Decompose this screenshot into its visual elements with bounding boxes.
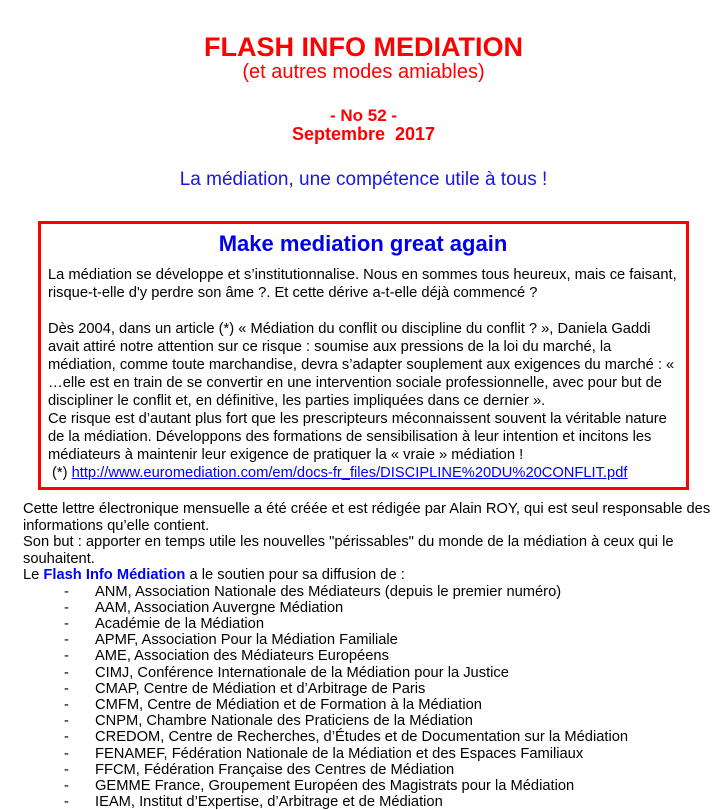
supporter-item — [0, 648, 727, 664]
tagline: La médiation, une compétence utile à tous ! — [0, 170, 727, 190]
feature-paragraph-2: Dès 2004, dans un article (*) « Médiation du conflit ou discipline du conflit ? », Daniela Gaddi avait attiré notre attention sur ce risque : soumise aux pressions de la loi du marché, la médiation, comme toute marchandise, devra s’adapter souplement aux exigences du marché : « …elle est en train de se convertir en une intervention sociale professionnelle, avec pour but de discipliner le conflit et, en définitive, les parties impliquées dans ce dernier ». — [48, 320, 678, 410]
supporter-item — [0, 762, 727, 778]
supporter-item — [0, 729, 727, 745]
supporter-item — [0, 713, 727, 729]
supporter-item — [0, 600, 727, 616]
about-paragraph-2: Son but : apporter en temps utile les nouvelles "périssables" du monde de la médiation à ceux qui le souhaitent. — [23, 534, 723, 567]
supporter-item — [0, 746, 727, 762]
supporter-label: CMAP, Centre de Médiation et d’Arbitrage de Paris — [95, 681, 425, 697]
supporter-label: CREDOM, Centre de Recherches, d’Études et de Documentation sur la Médiation — [95, 729, 628, 745]
feature-box-heading: Make mediation great again — [48, 232, 678, 256]
supporter-label: FFCM, Fédération Française des Centres de Médiation — [95, 762, 454, 778]
supporter-item — [0, 778, 727, 794]
list-dash-marker: - — [64, 794, 95, 810]
supporter-label: FENAMEF, Fédération Nationale de la Médiation et des Espaces Familiaux — [95, 746, 583, 762]
about-intro-before: Le — [23, 567, 43, 583]
list-dash-marker: - — [64, 697, 95, 713]
supporter-item — [0, 794, 727, 810]
list-dash-marker: - — [64, 762, 95, 778]
list-dash-marker: - — [64, 665, 95, 681]
feature-paragraph-3: Ce risque est d’autant plus fort que les prescripteurs méconnaissent souvent la véritable nature de la médiation. Développons des formations de sensibilisation à leur intention et incitons les médiateurs à maintenir leur exigence de pratiquer la « vraie » médiation ! — [48, 410, 678, 464]
supporter-item — [0, 681, 727, 697]
list-dash-marker: - — [64, 600, 95, 616]
supporter-label: CIMJ, Conférence Internationale de la Médiation pour la Justice — [95, 665, 509, 681]
supporter-item — [0, 616, 727, 632]
list-dash-marker: - — [64, 729, 95, 745]
about-paragraph-3 — [23, 567, 723, 584]
newsletter-title: FLASH INFO MEDIATION — [0, 33, 727, 61]
supporters-list — [0, 584, 727, 810]
supporter-label: APMF, Association Pour la Médiation Familiale — [95, 632, 398, 648]
supporter-label: ANM, Association Nationale des Médiateurs (depuis le premier numéro) — [95, 584, 561, 600]
supporter-label: Académie de la Médiation — [95, 616, 264, 632]
supporter-item — [0, 584, 727, 600]
list-dash-marker: - — [64, 616, 95, 632]
list-dash-marker: - — [64, 681, 95, 697]
supporter-item — [0, 697, 727, 713]
list-dash-marker: - — [64, 584, 95, 600]
list-dash-marker: - — [64, 713, 95, 729]
feature-paragraph-1: La médiation se développe et s’institutionnalise. Nous en sommes tous heureux, mais ce faisant, risque-t-elle d'y perdre son âme ?. Et cette dérive a-t-elle déjà commencé ? — [48, 266, 678, 302]
list-dash-marker: - — [64, 746, 95, 762]
about-intro-after: a le soutien pour sa diffusion de : — [185, 567, 404, 583]
brand-name: Flash Info Médiation — [43, 567, 185, 583]
supporter-label: CMFM, Centre de Médiation et de Formation à la Médiation — [95, 697, 482, 713]
list-dash-marker: - — [64, 648, 95, 664]
supporter-label: IEAM, Institut d’Expertise, d’Arbitrage et de Médiation — [95, 794, 443, 810]
footnote-marker: (*) — [52, 465, 68, 481]
discipline-pdf-link[interactable]: http://www.euromediation.com/em/docs-fr_files/DISCIPLINE%20DU%20CONFLIT.pdf — [72, 465, 628, 481]
newsletter-subtitle: (et autres modes amiables) — [0, 61, 727, 83]
supporter-label: GEMME France, Groupement Européen des Magistrats pour la Médiation — [95, 778, 574, 794]
list-dash-marker: - — [64, 632, 95, 648]
supporter-item — [0, 632, 727, 648]
supporter-label: CNPM, Chambre Nationale des Praticiens de la Médiation — [95, 713, 473, 729]
feature-box — [38, 221, 689, 490]
list-dash-marker: - — [64, 778, 95, 794]
supporter-item — [0, 665, 727, 681]
newsletter-header — [0, 0, 727, 190]
issue-date: Septembre 2017 — [0, 125, 727, 144]
issue-number: - No 52 - — [0, 107, 727, 125]
footnote-line — [48, 464, 678, 482]
supporter-label: AAM, Association Auvergne Médiation — [95, 600, 343, 616]
about-paragraph-1: Cette lettre électronique mensuelle a été créée et est rédigée par Alain ROY, qui est seul responsable des informations qu’elle contient. — [23, 501, 723, 534]
supporter-label: AME, Association des Médiateurs Européens — [95, 648, 389, 664]
about-section — [23, 501, 723, 584]
